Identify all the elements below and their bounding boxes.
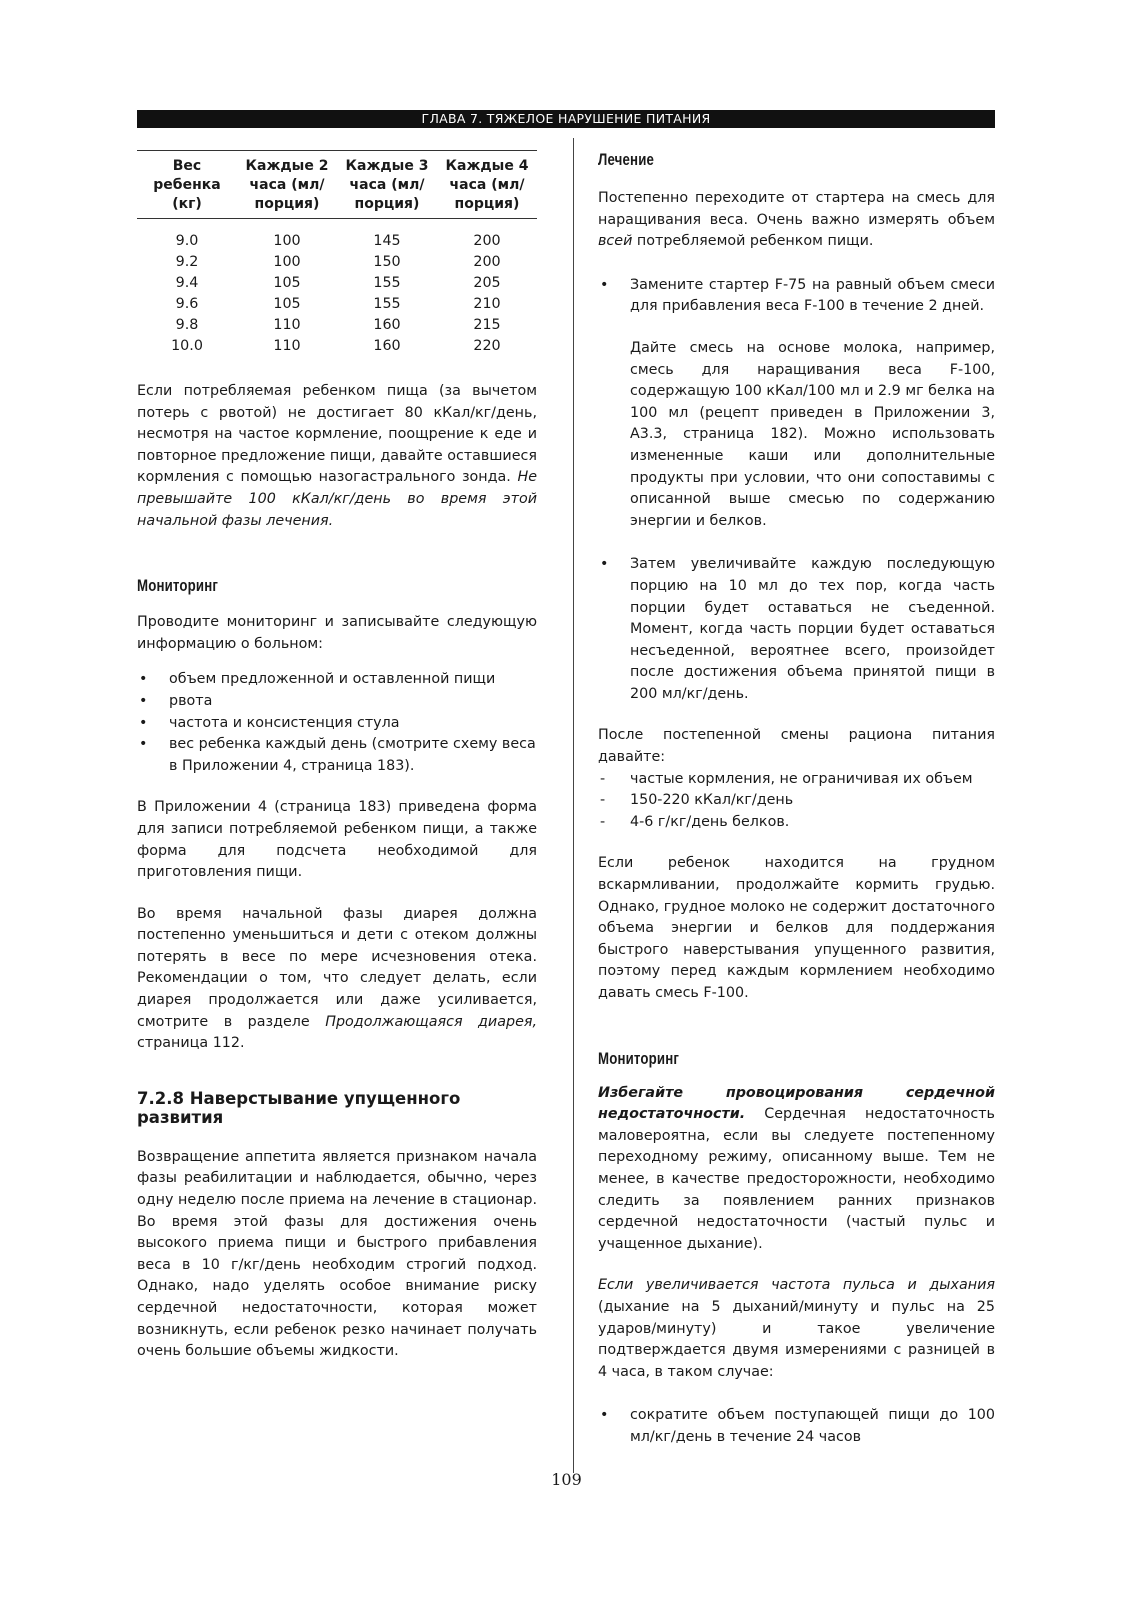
table-cell: 9.2 xyxy=(175,254,199,270)
treatment-list-1 xyxy=(598,275,995,318)
milk-formula-paragraph: Дайте смесь на основе молока, например, смесь для наращивания веса F-100, содержащую 100 кКал/100 мл и 2.9 мг белка на 100 мл (рецепт приведен в Приложении 3, А3.3, страница 182). Можно использовать измененные каши или дополнительные продукты при условии, что они сопоставимы с описанной выше смесью по содержанию энергии и белков. xyxy=(630,339,995,529)
heart-failure-paragraph xyxy=(598,1083,995,1256)
tube-feeding-paragraph xyxy=(137,381,537,532)
treatment-list-2 xyxy=(598,554,995,705)
table-row xyxy=(137,294,537,315)
table-row xyxy=(137,315,537,336)
after-transition-intro: После постепенной смены рациона питания давайте: xyxy=(598,727,995,766)
bullet-icon: • xyxy=(139,714,148,731)
table-cell: 150 xyxy=(373,254,401,270)
monitoring-heading: Мониторинг xyxy=(137,576,219,596)
table-cell: 110 xyxy=(273,317,301,333)
paragraph-italic-text: Если увеличивается частота пульса и дыхания xyxy=(598,1277,995,1294)
treatment-intro xyxy=(598,188,995,253)
breastfeeding-paragraph: Если ребенок находится на грудном вскармливании, продолжайте кормить грудью. Однако, грудное молоко не содержит достаточного объема энергии и белков для поддержания быстрого наверстывания упущенного развития, поэтому перед каждым кормлением необходимо давать смесь F-100. xyxy=(598,855,995,1001)
column-divider xyxy=(573,138,574,1473)
table-cell: 105 xyxy=(273,296,301,312)
bullet-icon: • xyxy=(600,556,609,573)
list-item xyxy=(598,1405,995,1448)
list-item-text: частые кормления, не ограничивая их объем xyxy=(630,770,973,787)
list-item-text: Затем увеличивайте каждую последующую порцию на 10 мл до тех пор, когда часть порции будет оставаться не съеденной. Момент, когда часть порции будет оставаться несъеденной, вероятнее всего, произойдет после достижения объема принятой пищи в 200 мл/кг/день. xyxy=(630,556,995,702)
pulse-increase-paragraph xyxy=(598,1275,995,1383)
table-cell: 160 xyxy=(373,338,401,354)
list-item-text: 4-6 г/кг/день белков. xyxy=(630,813,790,830)
table-cell: 10.0 xyxy=(171,338,203,354)
table-cell: 100 xyxy=(273,233,301,249)
table-cell: 145 xyxy=(373,233,401,249)
bullet-icon: • xyxy=(139,671,148,688)
monitoring-intro: Проводите мониторинг и записывайте следующую информацию о больном: xyxy=(137,614,537,652)
table-cell: 100 xyxy=(273,254,301,270)
after-transition-list xyxy=(598,769,995,834)
paragraph-bold-italic-text: Избегайте провоцирования сердечной недостаточности. xyxy=(598,1084,995,1123)
paragraph-italic-text: Не превышайте 100 кКал/кг/день во время этой начальной фазы лечения. xyxy=(137,469,537,529)
table-cell: 9.0 xyxy=(175,233,199,249)
list-item xyxy=(598,275,995,318)
bullet-icon: • xyxy=(139,692,148,709)
paragraph-text: Во время начальной фазы диарея должна постепенно уменьшиться и дети с отеком должны потерять в весе по мере исчезновения отека. Рекомендации о том, что следует делать, если диарея продолжается или даже усиливается, смотрите в разделе xyxy=(137,905,537,1030)
paragraph-text: Сердечная недостаточность маловероятна, если вы следуете постепенному переходному режиму, описанному выше. Тем не менее, в качестве предосторожности, необходимо следить за появлением ранних признаков сердечной недостаточности (частый пульс и учащенное дыхание). xyxy=(598,1106,995,1252)
action-list xyxy=(598,1405,995,1448)
table-cell: 9.8 xyxy=(175,317,199,333)
list-item xyxy=(598,790,995,812)
chapter-header: ГЛАВА 7. ТЯЖЕЛОЕ НАРУШЕНИЕ ПИТАНИЯ xyxy=(137,110,995,128)
paragraph-italic-text: всей xyxy=(598,233,633,250)
diarrhea-paragraph xyxy=(137,904,537,1055)
list-item-text: Замените стартер F-75 на равный объем смеси для прибавления веса F-100 в течение 2 дней. xyxy=(630,276,995,315)
list-item-text: сократите объем поступающей пищи до 100 мл/кг/день в течение 24 часов xyxy=(630,1407,995,1445)
dash-icon: - xyxy=(600,792,606,809)
list-item-text: частота и консистенция стула xyxy=(169,714,400,731)
paragraph-text: потребляемой ребенком пищи. xyxy=(632,233,874,250)
table-row xyxy=(137,219,537,253)
bullet-icon: • xyxy=(139,736,148,753)
list-item xyxy=(598,812,995,834)
list-item xyxy=(137,734,537,777)
table-header-row xyxy=(137,151,537,219)
list-item xyxy=(598,769,995,791)
table-cell: 210 xyxy=(473,296,501,312)
bullet-icon: • xyxy=(600,1407,609,1424)
list-item xyxy=(137,669,537,691)
table-header-4h: Каждые 4 часа (мл/ порция) xyxy=(445,158,529,212)
catchup-paragraph: Возвращение аппетита является признаком начала фазы реабилитации и наблюдается, обычно, через одну неделю после приема на лечение в стационар. Во время этой фазы для достижения очень высокого приема пищи и быстрого прибавления веса в 10 г/кг/день необходим строгий подход. Однако, надо уделять особое внимание риску сердечной недостаточности, которая может возникнуть, если ребенок резко начинает получать очень большие объемы жидкости. xyxy=(137,1148,537,1360)
paragraph-text: Постепенно переходите от стартера на смесь для наращивания веса. Очень важно измерять объем xyxy=(598,190,995,228)
table-cell: 9.4 xyxy=(175,275,199,291)
paragraph-text: (дыхание на 5 дыханий/минуту и пульс на 25 ударов/минуту) и такое увеличение подтверждается двумя измерениями с разницей в 4 часа, в таком случае: xyxy=(598,1298,995,1380)
table-cell: 205 xyxy=(473,275,501,291)
table-cell: 110 xyxy=(273,338,301,354)
list-item-text: объем предложенной и оставленной пищи xyxy=(169,671,496,688)
table-cell: 220 xyxy=(473,338,501,354)
monitoring-list xyxy=(137,669,537,777)
table-cell: 155 xyxy=(373,296,401,312)
list-item-text: 150-220 кКал/кг/день xyxy=(630,792,794,809)
list-item xyxy=(598,554,995,705)
table-header-weight: Вес ребенка (кг) xyxy=(153,158,221,212)
bullet-icon: • xyxy=(600,276,609,293)
monitoring-heading-right: Мониторинг xyxy=(598,1048,680,1068)
table-cell: 200 xyxy=(473,233,501,249)
left-column xyxy=(137,150,537,1363)
table-header-2h: Каждые 2 часа (мл/ порция) xyxy=(245,158,329,212)
treatment-heading: Лечение xyxy=(598,150,655,169)
table-row xyxy=(137,273,537,294)
list-item xyxy=(137,691,537,713)
page-number: 109 xyxy=(551,1470,582,1489)
table-row xyxy=(137,252,537,273)
table-cell: 215 xyxy=(473,317,501,333)
list-item-text: вес ребенка каждый день (смотрите схему веса в Приложении 4, страница 183). xyxy=(169,736,536,774)
table-cell: 9.6 xyxy=(175,296,199,312)
list-item-text: рвота xyxy=(169,692,213,709)
annex-paragraph: В Приложении 4 (страница 183) приведена форма для записи потребляемой ребенком пищи, а также форма для подсчета необходимой для приготовления пищи. xyxy=(137,799,537,881)
dash-icon: - xyxy=(600,770,606,787)
paragraph-text: страница 112. xyxy=(137,1035,245,1052)
table-row xyxy=(137,336,537,357)
table-cell: 200 xyxy=(473,254,501,270)
table-header-3h: Каждые 3 часа (мл/ порция) xyxy=(345,158,429,212)
feeding-table xyxy=(137,150,537,357)
right-column xyxy=(598,150,995,1449)
paragraph-italic-text: Продолжающаяся диарея, xyxy=(325,1013,538,1030)
table-cell: 155 xyxy=(373,275,401,291)
section-heading: 7.2.8 Наверстывание упущенного развития xyxy=(137,1088,461,1127)
dash-icon: - xyxy=(600,813,606,830)
table-cell: 160 xyxy=(373,317,401,333)
paragraph-text: Если потребляемая ребенком пища (за вычетом потерь с рвотой) не достигает 80 кКал/кг/день, несмотря на частое кормление, поощрение к еде и повторное предложение пищи, давайте оставшиеся кормления с помощью назогастрального зонда. xyxy=(137,383,537,486)
table-cell: 105 xyxy=(273,275,301,291)
list-item xyxy=(137,713,537,735)
